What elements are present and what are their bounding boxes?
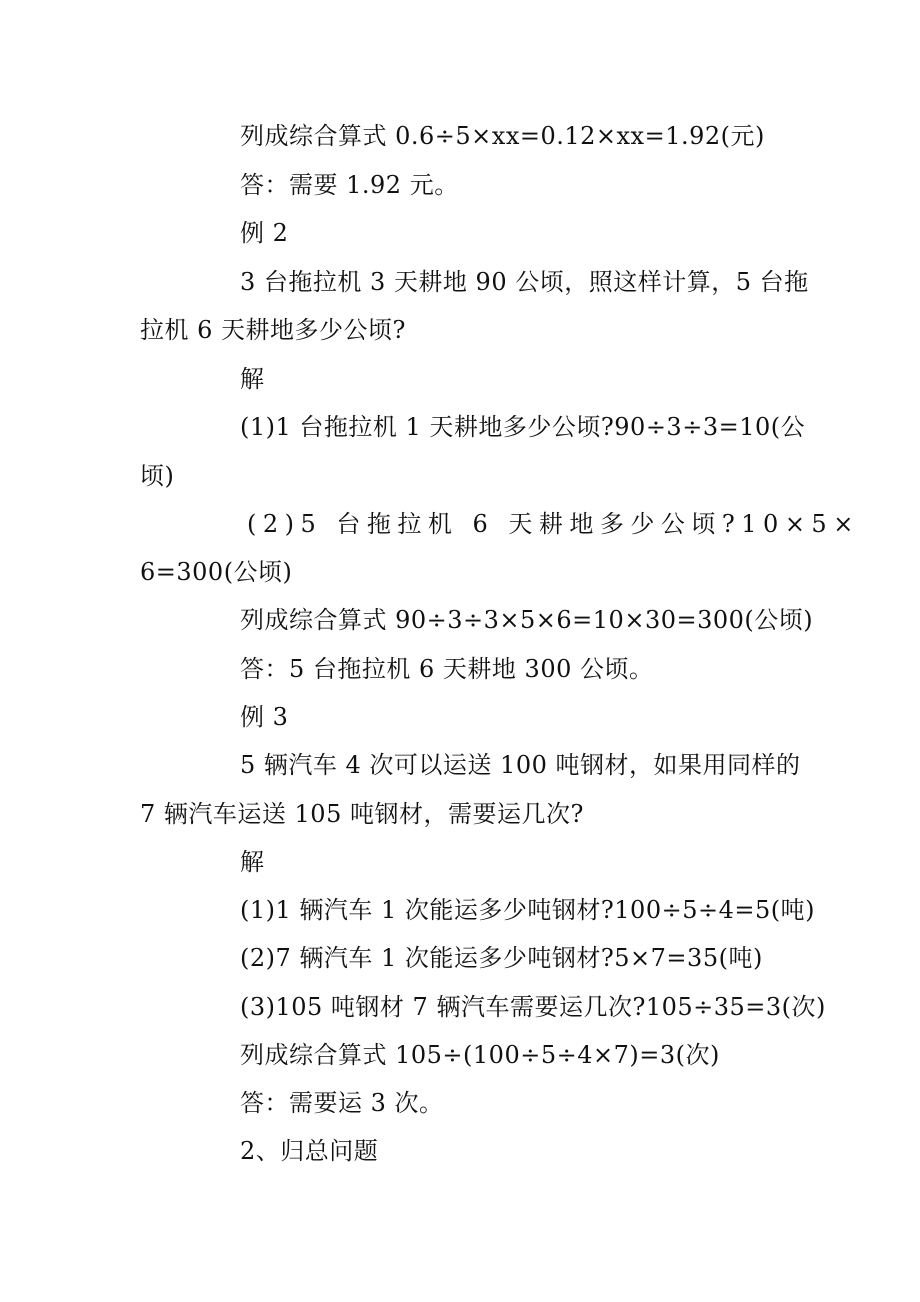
text-line-example-3-problem-b: 7 辆汽车运送 105 吨钢材，需要运几次? (140, 800, 584, 828)
text-line-formula-2: 列成综合算式 90÷3÷3×5×6=10×30=300(公顷) (240, 606, 814, 634)
text-line-formula-1: 列成综合算式 0.6÷5×xx=0.12×xx=1.92(元) (240, 122, 765, 150)
text-line-step-2a: (2)5 台拖拉机 6 天耕地多少公顷?10×5× (247, 510, 860, 538)
text-line-answer-1: 答：需要 1.92 元。 (240, 171, 459, 199)
text-line-step-2b: 6=300(公顷) (140, 558, 293, 586)
text-line-solution-heading-3: 解 (240, 848, 265, 876)
text-line-formula-3: 列成综合算式 105÷(100÷5÷4×7)=3(次) (240, 1041, 720, 1069)
text-line-example-2-heading: 例 2 (240, 219, 289, 247)
text-line-answer-3: 答：需要运 3 次。 (240, 1089, 444, 1117)
text-line-step-3-3: (3)105 吨钢材 7 辆汽车需要运几次?105÷35=3(次) (240, 993, 826, 1021)
text-line-step-1a: (1)1 台拖拉机 1 天耕地多少公顷?90÷3÷3=10(公 (240, 413, 806, 441)
text-line-step-1b: 顷) (140, 462, 175, 490)
text-line-example-3-heading: 例 3 (240, 703, 289, 731)
text-line-example-2-problem-b: 拉机 6 天耕地多少公顷? (140, 316, 406, 344)
text-line-answer-2: 答：5 台拖拉机 6 天耕地 300 公顷。 (240, 655, 654, 683)
text-line-example-2-problem-a: 3 台拖拉机 3 天耕地 90 公顷，照这样计算，5 台拖 (240, 268, 809, 296)
text-line-step-3-1: (1)1 辆汽车 1 次能运多少吨钢材?100÷5÷4=5(吨) (240, 896, 815, 924)
text-line-solution-heading-2: 解 (240, 365, 265, 393)
text-line-example-3-problem-a: 5 辆汽车 4 次可以运送 100 吨钢材，如果用同样的 (240, 751, 801, 779)
text-line-step-3-2: (2)7 辆汽车 1 次能运多少吨钢材?5×7=35(吨) (240, 944, 763, 972)
section-heading-summary-problem: 2、归总问题 (240, 1137, 379, 1165)
